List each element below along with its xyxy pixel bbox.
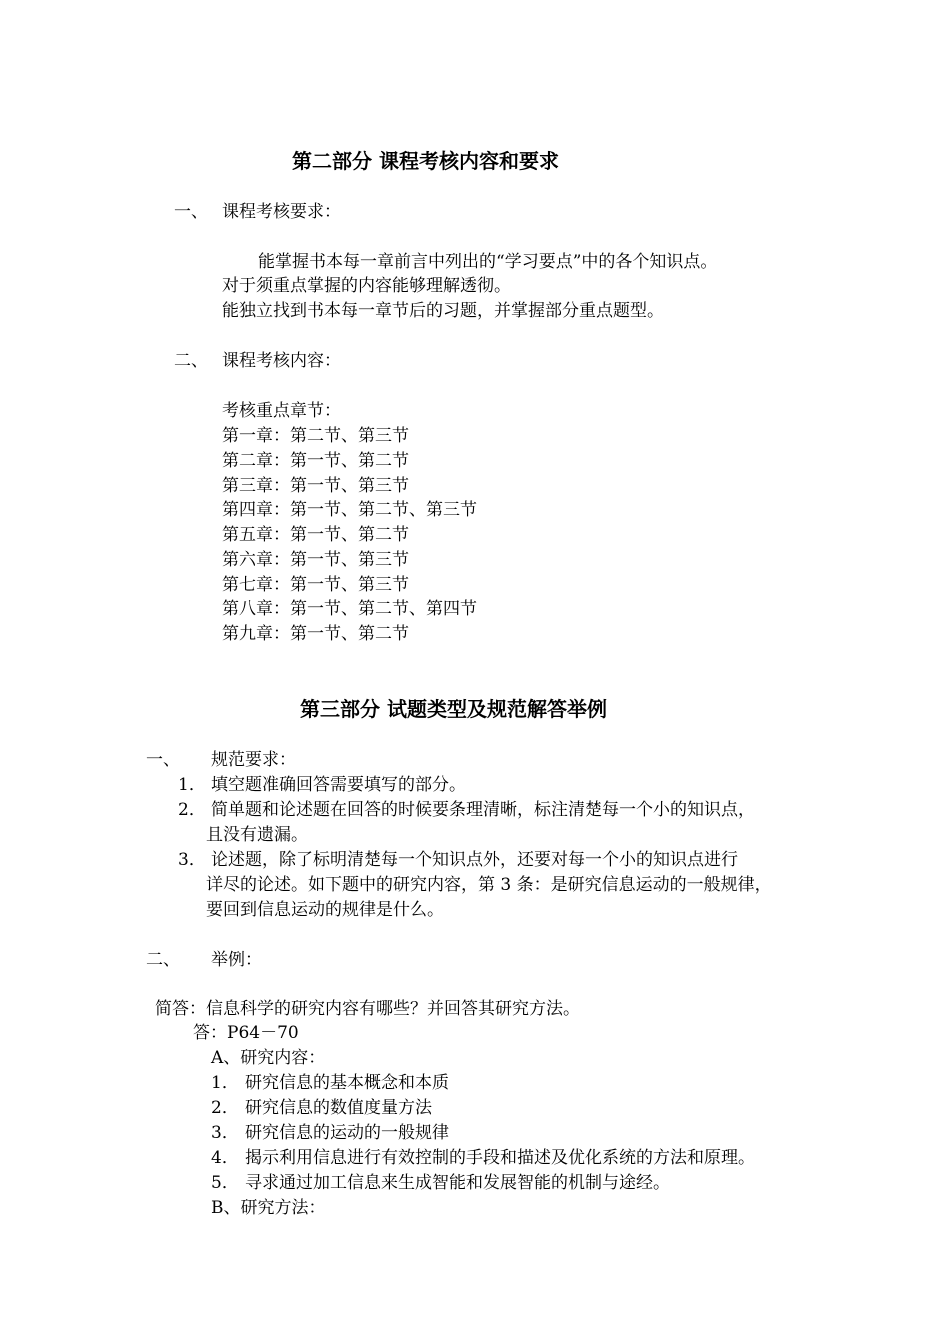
chapter-line: 第九章：第一节、第二节 <box>222 624 409 644</box>
content-number: 4． <box>211 1148 239 1168</box>
chapter-line: 第三章：第一节、第三节 <box>222 476 409 496</box>
part3-sec2-label: 举例： <box>211 950 262 970</box>
example-question: 简答：信息科学的研究内容有哪些？并回答其研究方法。 <box>155 999 580 1019</box>
requirement-line: 对于须重点掌握的内容能够理解透彻。 <box>222 276 511 296</box>
part2-sec2-label: 课程考核内容： <box>222 351 341 371</box>
rule-text: 简单题和论述题在回答的时候要条理清晰，标注清楚每一个小的知识点， <box>211 800 755 820</box>
part2-sec2-number: 二、 <box>174 351 208 371</box>
content-text: 研究信息的数值度量方法 <box>245 1098 432 1118</box>
part3-sec1-number: 一、 <box>146 750 180 770</box>
content-text: 揭示利用信息进行有效控制的手段和描述及优化系统的方法和原理。 <box>245 1148 755 1168</box>
content-text: 寻求通过加工信息来生成智能和发展智能的机制与途经。 <box>245 1173 670 1193</box>
part2-title: 第二部分 课程考核内容和要求 <box>292 149 559 173</box>
requirement-line: 能独立找到书本每一章节后的习题，并掌握部分重点题型。 <box>222 301 664 321</box>
content-number: 3． <box>211 1123 239 1143</box>
rule-text: 论述题，除了标明清楚每一个知识点外，还要对每一个小的知识点进行 <box>211 850 738 870</box>
part2-sec1-number: 一、 <box>174 202 208 222</box>
requirement-line: 能掌握书本每一章前言中列出的“学习要点”中的各个知识点。 <box>258 252 718 272</box>
content-number: 5． <box>211 1173 239 1193</box>
chapter-line: 第六章：第一节、第三节 <box>222 550 409 570</box>
chapter-line: 第四章：第一节、第二节、第三节 <box>222 500 477 520</box>
content-number: 2． <box>211 1098 239 1118</box>
rule-text: 要回到信息运动的规律是什么。 <box>206 900 444 920</box>
part3-sec1-label: 规范要求： <box>211 750 296 770</box>
rule-text: 且没有遗漏。 <box>206 825 308 845</box>
part3-sec2-number: 二、 <box>146 950 180 970</box>
part2-sec1-label: 课程考核要求： <box>222 202 341 222</box>
answer-part-a: A、研究内容： <box>211 1048 326 1068</box>
part3-title: 第三部分 试题类型及规范解答举例 <box>300 697 607 721</box>
answer-part-b: B、研究方法： <box>211 1198 326 1218</box>
rule-text: 填空题准确回答需要填写的部分。 <box>211 775 466 795</box>
content-number: 1． <box>211 1073 239 1093</box>
rule-number: 1． <box>178 775 206 795</box>
chapter-line: 第五章：第一节、第二节 <box>222 525 409 545</box>
rule-number: 2． <box>178 800 206 820</box>
key-chapters-intro: 考核重点章节： <box>222 401 341 421</box>
rule-text: 详尽的论述。如下题中的研究内容，第 3 条：是研究信息运动的一般规律， <box>206 875 772 895</box>
content-text: 研究信息的运动的一般规律 <box>245 1123 449 1143</box>
example-answer: 答：P64－70 <box>193 1023 299 1043</box>
chapter-line: 第八章：第一节、第二节、第四节 <box>222 599 477 619</box>
rule-number: 3． <box>178 850 206 870</box>
content-text: 研究信息的基本概念和本质 <box>245 1073 449 1093</box>
chapter-line: 第七章：第一节、第三节 <box>222 575 409 595</box>
chapter-line: 第二章：第一节、第二节 <box>222 451 409 471</box>
chapter-line: 第一章：第二节、第三节 <box>222 426 409 446</box>
